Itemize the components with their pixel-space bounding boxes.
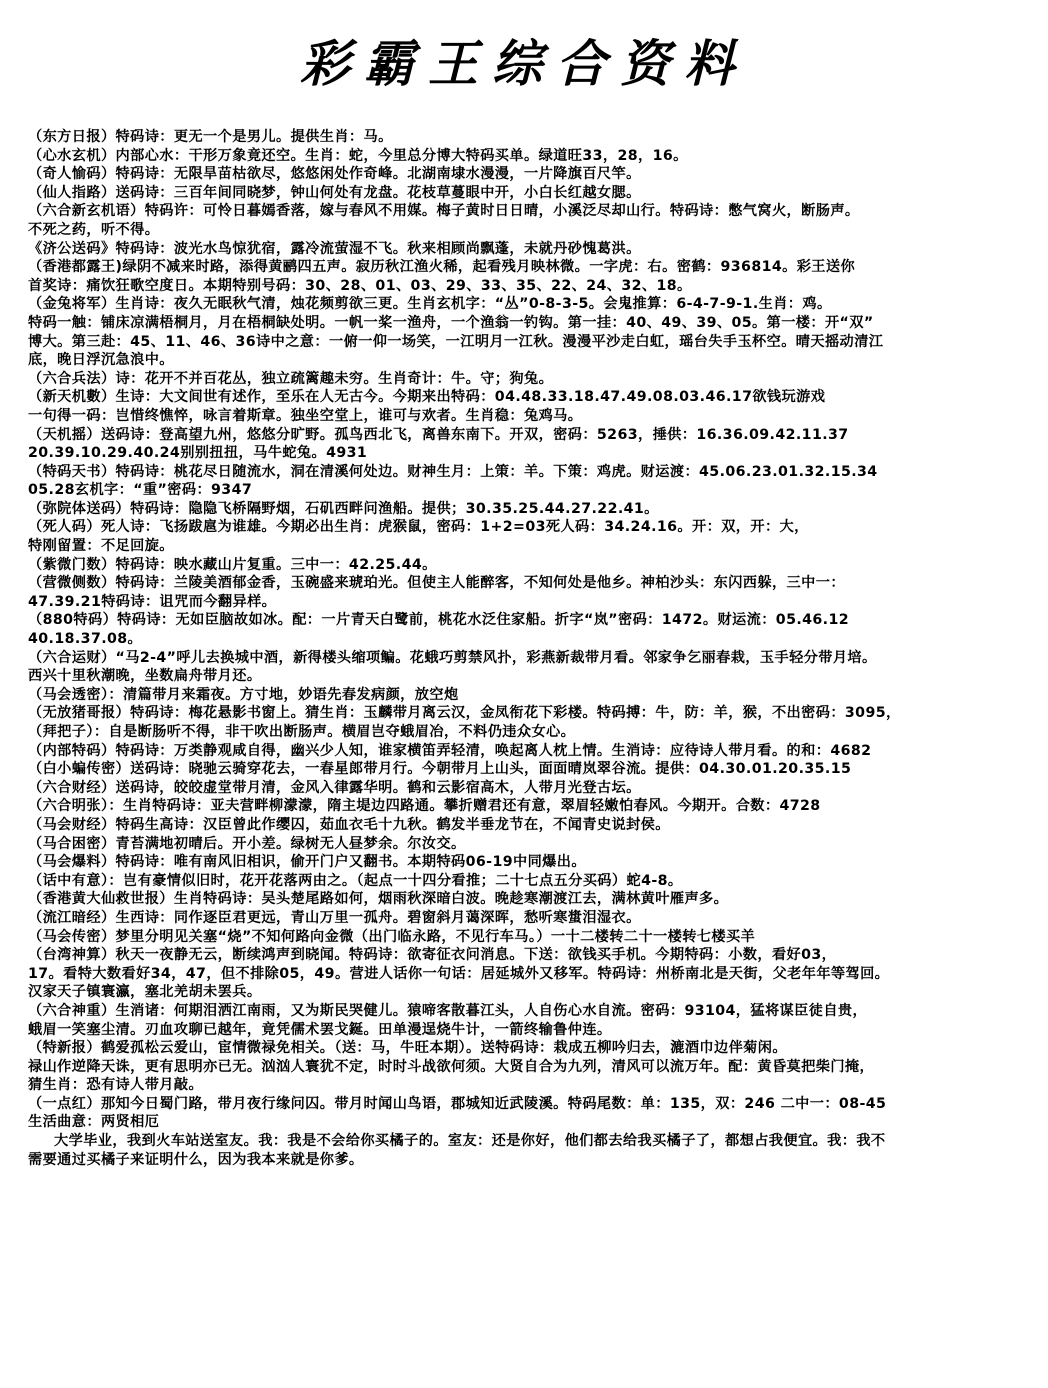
- text-line: （心水玄机）内部心水：干形万象竟还空。生肖：蛇，今里总分博大特码买单。绿道旺33，28，16。: [28, 147, 688, 164]
- text-line: （话中有意）：岂有豪情似旧时，花开花落两由之。（起点一十四分看推；二十七点五分买码）蛇4-8。: [28, 872, 683, 889]
- text-line: 禄山作逆降天诛，更有思明亦已无。汹汹人寰犹不定，时时斗战欲何须。大贤自合为九列，清风可以流万年。配：黄昏莫把柴门掩，: [28, 1058, 875, 1075]
- text-line: 需要通过买橘子来证明什么，因为我本来就是你爹。: [28, 1151, 364, 1168]
- text-line: （六合运财）“马2-4”呼儿去换城中酒，新得楼头缩项鳊。花蛾巧剪禁风扑，彩燕新裁带月看。邻家争乞丽春栽，玉手轻分带月培。: [28, 649, 877, 666]
- text-line: （马会财经）特码生高诗：汉臣曾此作缨囚，茹血衣毛十九秋。鹤发半垂龙节在，不闻青史说封侯。: [28, 816, 670, 833]
- text-line: 40.18.37.08。: [28, 631, 143, 648]
- text-line: （金兔将军）生肖诗：夜久无眠秋气清，烛花频剪欲三更。生肖玄机字：“丛”0-8-3-5。会鬼推算：6-4-7-9-1.生肖：鸡。: [28, 296, 832, 313]
- text-line: （880特码）特码诗：无如臣脑故如冰。配：一片青天白鹭前，桃花水泛住家船。折字“岚”密码：1472。财运流：05.46.12: [28, 612, 850, 629]
- page-title: 彩霸王综合资料: [300, 34, 748, 93]
- text-line: （一点红）那知今日蜀门路，带月夜行缘问囚。带月时闻山鸟语，郡城知近武陵溪。特码尾数：单：135，双：246 二中一：08-45: [28, 1095, 887, 1112]
- text-line: （死人码）死人诗：飞扬跋扈为谁雄。今期必出生肖：虎猴鼠，密码：1+2=03死人码：34.24.16。开：双，开：大，: [28, 519, 809, 536]
- text-line: 05.28玄机字：“重”密码：9347: [28, 482, 253, 499]
- text-line: （六合新玄机语）特码许：可怜日暮嫣香落，嫁与春风不用媒。梅子黄时日日晴，小溪泛尽却山行。特码诗：憋气窝火，断肠声。: [28, 203, 860, 220]
- text-line: 生活曲意：两贤相厄: [28, 1114, 160, 1131]
- text-line: （新天机數）生诗：大文间世有述作，至乐在人无古今。今期来出特码：04.48.33.18.47.49.08.03.46.17欲钱玩游戏: [28, 389, 826, 406]
- text-line: （马会透密）：清篇带月来霜夜。方寸地，妙语先春发病颜，放空炮: [28, 686, 459, 703]
- text-line: 特刚留置：不足回旋。: [28, 538, 174, 555]
- text-line: 汉家天子镇寰瀛，塞北羌胡未罢兵。: [28, 984, 262, 1001]
- text-line: （特新报）鹤爱孤松云爱山，宦情微禄免相关。（送：马，牛旺本期）。送特码诗：栽成五柳吟归去，漉酒巾边伴菊闲。: [28, 1040, 787, 1057]
- text-line: 大学毕业，我到火车站送室友。我：我是不会给你买橘子的。室友：还是你好，他们都去给我买橘子了，都想占我便宜。我：我不: [54, 1133, 886, 1150]
- text-line: （马会爆料）特码诗：唯有南风旧相识，偷开门户又翻书。本期特码06-19中同爆出。: [28, 854, 586, 871]
- text-line: （流江暗经）生西诗：同作逐臣君更远，青山万里一孤舟。碧窗斜月蔼深晖，愁听寒螀泪湿衣。: [28, 909, 641, 926]
- text-line: 博大。第三赴：45、11、46、36诗中之意：一俯一仰一场笑，一江明月一江秋。漫漫平沙走白虹，瑶台失手玉杯空。晴天摇动清江: [28, 333, 884, 350]
- text-line: 20.39.10.29.40.24别别扭扭，马牛蛇兔。4931: [28, 445, 368, 462]
- document-body: [28, 128, 1040, 1169]
- text-line: （六合兵法）诗：花开不并百花丛，独立疏篱趣未穷。生肖奇计：牛。守；狗兔。: [28, 370, 554, 387]
- text-line: （东方日报）特码诗：更无一个是男儿。提供生肖：马。: [28, 129, 393, 145]
- text-line: （台湾神算）秋天一夜静无云，断续鸿声到晓闻。特码诗：欲寄征衣问消息。下送：欲钱买手机。今期特码：小数，看好03，: [28, 947, 837, 964]
- text-line: （弥院体送码）特码诗：隐隐飞桥隔野烟，石矶西畔问渔船。提供；30.35.25.44.27.22.41。: [28, 500, 659, 517]
- text-line: （六合财经）送码诗，皎皎虚堂带月清，金风入律露华明。鹤和云影宿高木，人带月光登古坛。: [28, 779, 641, 796]
- text-line: （无放猪哥报）特码诗：梅花悬影书窗上。猜生肖：玉麟带月离云汉，金凤衔花下彩楼。特码搏：牛，防：羊，猴，不出密码：3095，: [28, 705, 901, 722]
- text-line: 不死之药，听不得。: [28, 221, 160, 238]
- text-line: 17。看特大数看好34，47，但不排除05，49。营进人话你一句话：居延城外又移军。特码诗：州桥南北是天街，父老年年等驾回。: [28, 965, 890, 982]
- text-line: 一句得一码：岂惜终憔悴，咏言着斯章。独坐空堂上，谁可与欢者。生肖稳：兔鸡马。: [28, 407, 583, 424]
- text-line: 特码一触：铺床凉满梧桐月，月在梧桐缺处明。一帆一桨一渔舟，一个渔翁一钓钩。第一挂：40、49、39、05。第一楼：开“双”: [28, 314, 874, 331]
- text-line: 西兴十里秋潮晚，坐数扁舟带月还。: [28, 668, 262, 685]
- text-line: （特码天书）特码诗：桃花尽日随流水，洞在清溪何处边。财神生月：上策：羊。下策：鸡虎。财运渡：45.06.23.01.32.15.34: [28, 463, 878, 480]
- text-line: （六合神重）生消诸：何期泪洒江南雨，又为斯民哭健儿。猿啼客散暮江头，人自伤心水自流。密码：93104，猛将谋臣徒自贵，: [28, 1002, 868, 1019]
- text-line: （奇人愉码）特码诗：无限旱苗枯欲尽，悠悠闲处作奇峰。北湖南埭水漫漫，一片降旗百尺竿。: [28, 166, 641, 183]
- text-line: （白小蝙传密）送码诗：晓驰云骑穿花去，一春星郎带月行。今朝带月上山头，面面晴岚翠谷流。提供：04.30.01.20.35.15: [28, 761, 852, 778]
- text-line: 首奖诗：痛饮狂歌空度日。本期特别号码：30、28、01、03、29、33、35、22、24、32、18。: [28, 277, 692, 294]
- text-line: （六合明张）：生肖特码诗：亚夫营畔柳濛濛，隋主堤边四路通。攀折赠君还有意，翠眉轻嫩怕春风。今期开。合数：4728: [28, 798, 821, 815]
- text-line: （仙人指路）送码诗：三百年间同晓梦，钟山何处有龙盘。花枝草蔓眼中开，小白长红越女腮。: [28, 184, 641, 201]
- text-line: （香港黄大仙救世报）生肖特码诗：吴头楚尾路如何，烟雨秋深暗白波。晚趁寒潮渡江去，满林黄叶雁声多。: [28, 891, 729, 908]
- text-line: （紫微门数）特码诗：映水藏山片复重。三中一：42.25.44。: [28, 556, 437, 573]
- text-line: 47.39.21特码诗：诅咒而今翻异样。: [28, 593, 277, 610]
- text-line: 猜生肖：恐有诗人带月敲。: [28, 1077, 204, 1094]
- text-line: （内部特码）特码诗：万类静观咸自得，幽兴少人知，谁家横笛弄轻清，唤起离人枕上情。生消诗：应待诗人带月看。的和：4682: [28, 742, 872, 759]
- text-line: （香港都露王)绿阴不减来时路，添得黄鹂四五声。寂历秋江渔火稀，起看残月映林微。一字虎：右。密鹤：936814。彩王送你: [28, 259, 856, 276]
- text-line: 《济公送码》特码诗：波光水鸟惊犹宿，露冷流萤湿不飞。秋来相顾尚飘蓬，未就丹砂愧葛洪。: [28, 240, 641, 257]
- text-line: 蛾眉一笑塞尘清。刃血攻聊已越年，竟凭儒术罢戈鋋。田单漫逞烧牛计，一箭终输鲁仲连。: [28, 1021, 612, 1038]
- text-line: （马会传密）梦里分明见关塞“烧”不知何路向金微（出门临永路，不见行车马。）一十二楼转二十一楼转七楼买羊: [28, 928, 756, 945]
- text-line: （天机摇）送码诗：登高望九州，悠悠分旷野。孤鸟西北飞，离兽东南下。开双，密码：5263，捶供：16.36.09.42.11.37: [28, 426, 849, 443]
- text-line: （营微侧数）特码诗：兰陵美酒郁金香，玉碗盛来琥珀光。但使主人能醉客，不知何处是他乡。神柏沙头：东闪西躲，三中一：: [28, 575, 845, 592]
- text-line: （拜把子）：自是断肠听不得，非干吹出断肠声。横眉岂夺蛾眉冶，不料仍违众女心。: [28, 724, 576, 740]
- text-line: （马合困密）青苔满地初晴后。开小差。绿树无人昼梦余。尔汝交。: [28, 835, 466, 852]
- text-line: 底，晚日浮沉急浪中。: [28, 352, 174, 369]
